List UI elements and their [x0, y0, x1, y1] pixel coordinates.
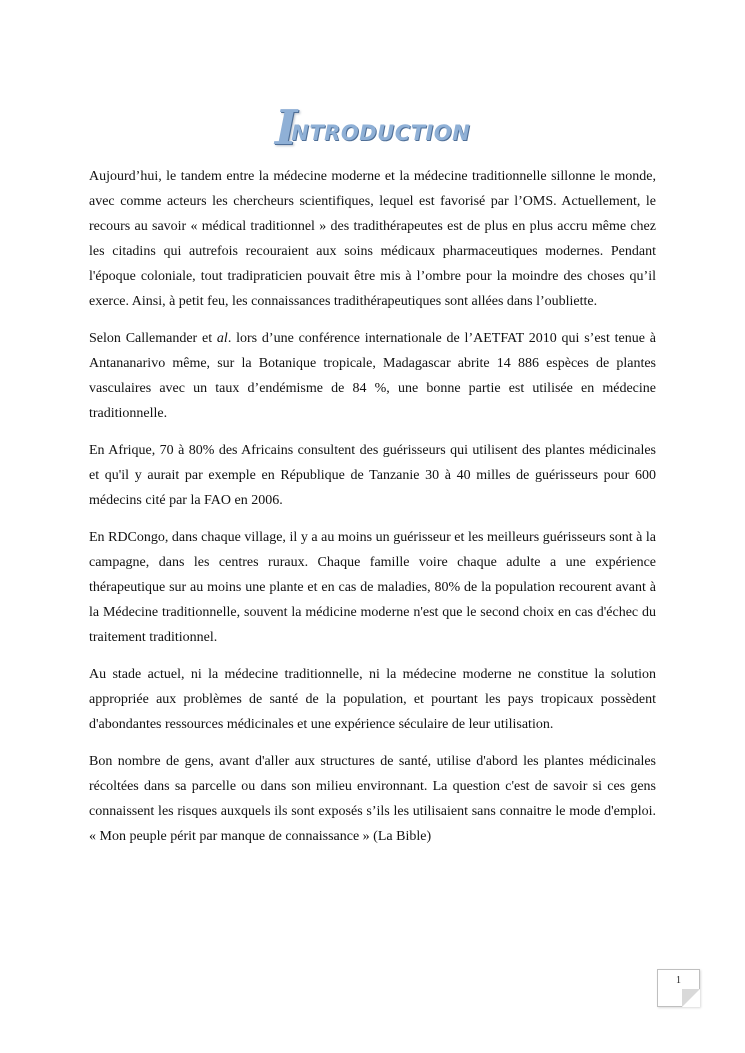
paragraph-4: En RDCongo, dans chaque village, il y a au moins un guérisseur et les meilleurs guérisseurs sont à la campagne, dans les centres ruraux. Chaque famille voire chaque adulte a une expérience thérapeutique sur au moins une plante et en cas de maladies, 80% de la population recourent avant à la Médecine traditionnelle, souvent la médicine moderne n'est que le second choix en cas d'échec du traitement traditionnel. — [89, 530, 656, 645]
paragraph-2-end: . lors d’une conférence internationale de l’AETFAT 2010 qui s’est tenue à Antananarivo même, sur la Botanique tropicale, Madagascar abrite 14 886 espèces de plantes vasculaires avec un taux d’endémisme de 84 %, une bonne partie est utilisée en médecine traditionnelle. — [89, 331, 656, 421]
title-dropcap: I — [274, 100, 298, 156]
body-text — [89, 164, 656, 861]
page-number: 1 — [676, 975, 681, 986]
page-number-box — [657, 969, 700, 1007]
paragraph-1: Aujourd’hui, le tandem entre la médecine moderne et la médecine traditionnelle sillonne le monde, avec comme acteurs les chercheurs scientifiques, lequel est favorisé par l’OMS. Actuellement, le recours au savoir « médical traditionnel » des tradithérapeutes est de plus en plus accru même chez les citadins qui autrefois recouraient aux soins médicaux pharmaceutiques modernes. Pendant l'époque coloniale, tout tradipraticien pouvait être mis à l’ombre pour la moindre des choses qu’il exerce. Ainsi, à petit feu, les connaissances tradithérapeutiques sont allées dans l’oubliette. — [89, 169, 656, 309]
page-curl-icon — [682, 989, 700, 1007]
paragraph-2 — [89, 326, 656, 426]
paragraph-6: Bon nombre de gens, avant d'aller aux structures de santé, utilise d'abord les plantes médicinales récoltées dans sa parcelle ou dans son milieu environnant. La question c'est de savoir si ces gens connaissent les risques auxquels ils sont exposés s’ils les utilisaient sans connaitre le mode d'emploi. « Mon peuple périt par manque de connaissance » (La Bible) — [89, 754, 656, 844]
page-title — [0, 100, 745, 156]
paragraph-2-start: Selon Callemander et — [89, 331, 217, 346]
title-text: NTRODUCTION — [291, 121, 471, 145]
paragraph-5: Au stade actuel, ni la médecine traditionnelle, ni la médecine moderne ne constitue la solution appropriée aux problèmes de santé de la population, et pourtant les pays tropicaux possèdent d'abondantes ressources médicinales et une expérience séculaire de leur utilisation. — [89, 667, 656, 732]
paragraph-2-italic: al — [216, 331, 228, 346]
paragraph-3: En Afrique, 70 à 80% des Africains consultent des guérisseurs qui utilisent des plantes médicinales et qu'il y aurait par exemple en République de Tanzanie 30 à 40 milles de guérisseurs pour 600 médecins cité par la FAO en 2006. — [89, 443, 656, 508]
